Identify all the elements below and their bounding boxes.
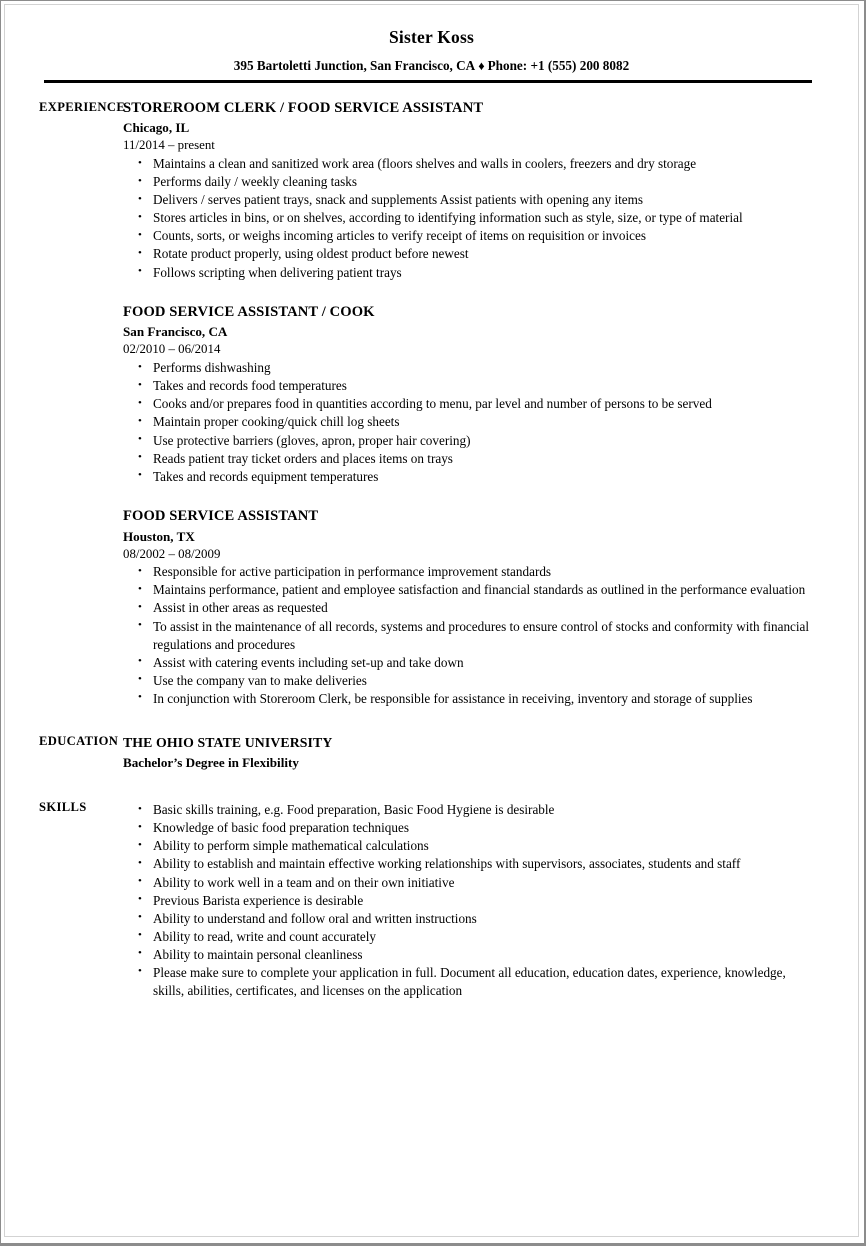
job-entry: [123, 100, 816, 282]
job-location: San Francisco, CA: [123, 324, 228, 340]
list-item: • Reads patient tray ticket orders and places items on trays: [123, 450, 816, 468]
list-item: • Previous Barista experience is desirable: [123, 892, 816, 910]
header-divider: [44, 80, 812, 83]
resume-page-inner: [4, 4, 859, 1237]
section-label-experience: EXPERIENCE: [39, 99, 126, 114]
job-responsibility-list: [123, 155, 816, 282]
job-dates: 02/2010 – 06/2014: [123, 342, 221, 357]
diamond-separator-icon: ♦: [478, 59, 485, 74]
list-item: • Responsible for active participation in performance improvement standards: [123, 563, 816, 581]
skills-body: [123, 800, 858, 1000]
contact-phone: Phone: +1 (555) 200 8082: [487, 58, 630, 74]
list-item: • Stores articles in bins, or on shelves, according to identifying information such as style, size, or type of material: [123, 209, 816, 227]
list-item: • Takes and records equipment temperatures: [123, 468, 816, 486]
list-item: • Assist in other areas as requested: [123, 599, 816, 617]
list-item: • To assist in the maintenance of all records, systems and procedures to ensure control of stocks and conformity with financial regulations and procedures: [123, 618, 816, 654]
list-item: • Ability to understand and follow oral and written instructions: [123, 910, 816, 928]
list-item: • In conjunction with Storeroom Clerk, be responsible for assistance in receiving, inventory and storage of supplies: [123, 690, 816, 708]
list-item: • Use the company van to make deliveries: [123, 672, 816, 690]
education-degree: Bachelor’s Degree in Flexibility: [123, 755, 299, 771]
list-item: • Performs dishwashing: [123, 359, 816, 377]
job-entry: [123, 508, 816, 708]
list-item: • Maintains a clean and sanitized work area (floors shelves and walls in coolers, freezers and dry storage: [123, 155, 816, 173]
section-label-skills: SKILLS: [39, 800, 87, 815]
list-item: • Please make sure to complete your application in full. Document all education, education dates, experience, knowledge, skills, abilities, certificates, and licenses on the application: [123, 964, 816, 1000]
skills-list: [123, 801, 816, 1000]
list-item: • Performs daily / weekly cleaning tasks: [123, 173, 816, 191]
list-item: • Follows scripting when delivering patient trays: [123, 264, 816, 282]
list-item: • Delivers / serves patient trays, snack and supplements Assist patients with opening any items: [123, 191, 816, 209]
education-body: [123, 734, 858, 771]
contact-address: 395 Bartoletti Junction, San Francisco, CA: [233, 58, 476, 74]
section-label-education: EDUCATION: [39, 733, 119, 748]
job-responsibility-list: [123, 563, 816, 708]
contact-line: [5, 58, 858, 73]
list-item: • Ability to perform simple mathematical calculations: [123, 837, 816, 855]
list-item: • Knowledge of basic food preparation techniques: [123, 819, 816, 837]
education-section: [5, 734, 858, 771]
job-title: FOOD SERVICE ASSISTANT / COOK: [123, 303, 375, 320]
resume-header: [5, 5, 858, 74]
list-item: • Rotate product properly, using oldest product before newest: [123, 245, 816, 263]
list-item: • Ability to establish and maintain effective working relationships with supervisors, associates, students and staff: [123, 855, 816, 873]
list-item: • Takes and records food temperatures: [123, 377, 816, 395]
job-dates: 11/2014 – present: [123, 138, 215, 153]
experience-body: [123, 100, 858, 708]
job-entry: [123, 304, 816, 486]
job-dates: 08/2002 – 08/2009: [123, 546, 221, 561]
list-item: • Counts, sorts, or weighs incoming articles to verify receipt of items on requisition or invoices: [123, 227, 816, 245]
list-item: • Maintain proper cooking/quick chill log sheets: [123, 413, 816, 431]
list-item: • Assist with catering events including set-up and take down: [123, 654, 816, 672]
job-location: Houston, TX: [123, 528, 195, 544]
list-item: • Basic skills training, e.g. Food preparation, Basic Food Hygiene is desirable: [123, 801, 816, 819]
list-item: • Ability to work well in a team and on their own initiative: [123, 874, 816, 892]
skills-section: [5, 800, 858, 1000]
list-item: • Ability to read, write and count accurately: [123, 928, 816, 946]
list-item: • Use protective barriers (gloves, apron, proper hair covering): [123, 432, 816, 450]
job-responsibility-list: [123, 359, 816, 486]
job-location: Chicago, IL: [123, 120, 190, 136]
candidate-name: Sister Koss: [388, 27, 474, 47]
list-item: • Maintains performance, patient and employee satisfaction and financial standards as outlined in the performance evaluation: [123, 581, 816, 599]
job-title: FOOD SERVICE ASSISTANT: [123, 507, 319, 524]
education-school: THE OHIO STATE UNIVERSITY: [123, 734, 333, 750]
job-title: STOREROOM CLERK / FOOD SERVICE ASSISTANT: [123, 99, 484, 116]
experience-section: [5, 100, 858, 708]
list-item: • Cooks and/or prepares food in quantities according to menu, par level and number of persons to be served: [123, 395, 816, 413]
list-item: • Ability to maintain personal cleanliness: [123, 946, 816, 964]
